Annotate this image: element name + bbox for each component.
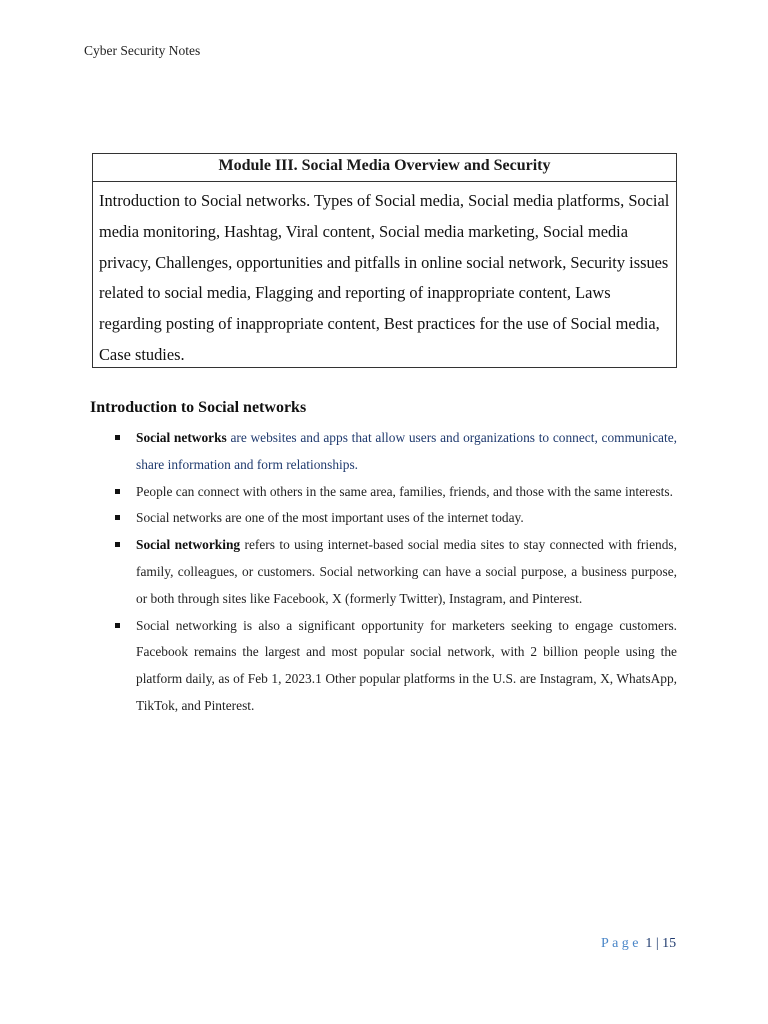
- page-count: 1 | 15: [645, 936, 677, 951]
- square-bullet-icon: [115, 435, 120, 440]
- bullet-term: Social networks: [136, 430, 227, 445]
- bullet-text: refers to using internet-based social media sites to stay connected with friends, family, colleagues, or customers. Social networking can have a social purpose, a business purpose, or both through sites like Facebook, X (formerly Twitter), Instagram, and Pinterest.: [136, 537, 677, 606]
- list-item: [115, 532, 677, 612]
- module-title: Module III. Social Media Overview and Security: [93, 154, 676, 182]
- page-label: Page: [601, 936, 642, 951]
- bullet-text: Social networking is also a significant opportunity for marketers seeking to engage customers. Facebook remains the largest and most popular social network, with 2 billion people using the platform daily, as of Feb 1, 2023.1 Other popular platforms in the U.S. are Instagram, X, WhatsApp, TikTok, and Pinterest.: [136, 617, 677, 713]
- module-syllabus-text: Introduction to Social networks. Types of Social media, Social media platforms, Social media monitoring, Hashtag, Viral content, Social media marketing, Social media privacy, Challenges, opportunities and pitfalls in online social network, Security issues related to social media, Flagging and reporting of inappropriate content, Laws regarding posting of inappropriate content, Best practices for the use of Social media, Case studies.: [99, 191, 670, 364]
- module-summary-table: [92, 153, 677, 368]
- square-bullet-icon: [115, 542, 120, 547]
- bullet-list: [115, 425, 677, 720]
- page-number: [601, 936, 676, 952]
- square-bullet-icon: [115, 515, 120, 520]
- bullet-text: People can connect with others in the same area, families, friends, and those with the same interests.: [136, 483, 673, 499]
- section-heading: Introduction to Social networks: [90, 399, 307, 416]
- square-bullet-icon: [115, 489, 120, 494]
- bullet-term: Social networking: [136, 537, 241, 553]
- list-item: [115, 479, 677, 506]
- running-header: Cyber Security Notes: [84, 43, 201, 58]
- bullet-text: are websites and apps that allow users and organizations to connect, communicate, share information and form relationships.: [136, 430, 677, 472]
- list-item: [115, 425, 677, 479]
- list-item: [115, 505, 677, 532]
- list-item: [115, 613, 677, 720]
- square-bullet-icon: [115, 623, 120, 628]
- bullet-text: Social networks are one of the most important uses of the internet today.: [136, 510, 524, 526]
